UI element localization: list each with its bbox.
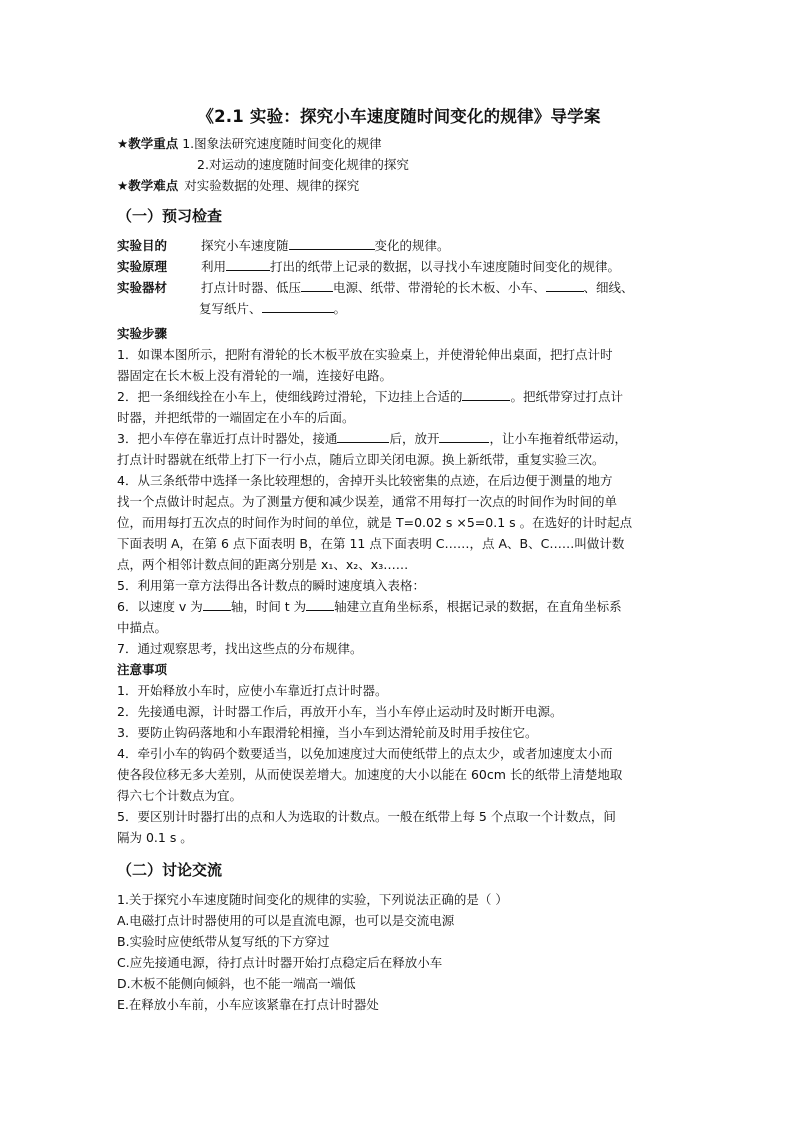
option-a: A.电磁打点计时器使用的可以是直流电源，也可以是交流电源: [117, 913, 455, 928]
step-6-blank-1[interactable]: [203, 596, 231, 611]
note-4b: 使各段位移无多大差别，从而使误差增大。加速度的大小以能在 60cm 长的纸带上清楚地取: [117, 767, 623, 782]
principle-row: [117, 256, 687, 277]
purpose-text-b: 变化的规律。: [374, 238, 450, 253]
equipment-text-b: 电源、纸带、带滑轮的长木板、小车、: [333, 280, 546, 295]
step-3-blank-1[interactable]: [337, 428, 389, 443]
difficulty-label: ★教学难点: [117, 178, 179, 193]
note-5a: 5．要区别计时器打出的点和人为选取的计数点。一般在纸带上每 5 个点取一个计数点，间: [117, 809, 616, 824]
step-6-blank-2[interactable]: [306, 596, 334, 611]
note-4c: 得六七个计数点为宜。: [117, 788, 243, 803]
difficulty-text: 对实验数据的处理、规律的探究: [184, 178, 360, 193]
step-1b: 器固定在长木板上没有滑轮的一端，连接好电路。: [117, 368, 393, 383]
note-2: 2．先接通电源，计时器工作后，再放开小车，当小车停止运动时及时断开电源。: [117, 704, 563, 719]
option-e: E.在释放小车前，小车应该紧靠在打点计时器处: [117, 997, 379, 1012]
step-7: 7．通过观察思考，找出这些点的分布规律。: [117, 641, 363, 656]
equipment-text-e: 。: [333, 301, 347, 316]
note-3: 3．要防止钩码落地和小车跟滑轮相撞，当小车到达滑轮前及时用手按住它。: [117, 725, 538, 740]
step-4d: 下面表明 A，在第 6 点下面表明 B，在第 11 点下面表明 C……，点 A、B、C……叫做计数: [117, 536, 625, 551]
step-3a-text-2: 后，放开: [389, 431, 440, 446]
step-6a-text-2: 轴，时间 t 为: [230, 599, 307, 614]
focus-row-1: [117, 133, 687, 154]
focus-item-2: 2.对运动的速度随时间变化规律的探究: [197, 157, 409, 172]
purpose-row: [117, 235, 687, 256]
step-5: 5．利用第一章方法得出各计数点的瞬时速度填入表格：: [117, 578, 425, 593]
step-4b: 找一个点做计时起点。为了测量方便和减少误差，通常不用每打一次点的时间作为时间的单: [117, 494, 618, 509]
principle-blank[interactable]: [226, 256, 270, 271]
step-3-blank-2[interactable]: [439, 428, 489, 443]
purpose-text-a: 探究小车速度随: [201, 238, 289, 253]
step-3a-text-1: 3．把小车停在靠近打点计时器处，接通: [117, 431, 338, 446]
step-6a: [117, 596, 687, 617]
purpose-blank[interactable]: [289, 235, 375, 250]
focus-row-2: [117, 154, 687, 175]
principle-text-b: 打出的纸带上记录的数据，以寻找小车速度随时间变化的规律。: [270, 259, 621, 274]
page-title: 《2.1 实验：探究小车速度随时间变化的规律》导学案: [197, 107, 601, 126]
step-3a-text-3: ，让小车拖着纸带运动，: [489, 431, 627, 446]
equipment-blank-1[interactable]: [301, 277, 333, 292]
step-4c: 位，而用每打五次点的时间作为时间的单位，就是 T=0.02 s ×5=0.1 s 。在选好的计时起点: [117, 515, 633, 530]
equipment-text-c: 、细线、: [583, 280, 634, 295]
note-5b: 隔为 0.1 s 。: [117, 830, 193, 845]
step-4a: 4．从三条纸带中选择一条比较理想的，舍掉开头比较密集的点迹，在后边便于测量的地方: [117, 473, 613, 488]
step-2a: [117, 386, 687, 407]
note-4a: 4．牵引小车的钩码个数要适当，以免加速度过大而使纸带上的点太少，或者加速度太小而: [117, 746, 613, 761]
step-2-blank[interactable]: [462, 386, 510, 401]
difficulty-row: [117, 175, 687, 196]
step-2a-text-1: 2．把一条细线拴在小车上，使细线跨过滑轮，下边挂上合适的: [117, 389, 463, 404]
document-page: [117, 100, 687, 1015]
option-d: D.木板不能侧向倾斜，也不能一端高一端低: [117, 976, 356, 991]
step-2a-text-2: 。把纸带穿过打点计: [510, 389, 623, 404]
step-6b: 中描点。: [117, 620, 168, 635]
step-6a-text-1: 6．以速度 v 为: [117, 599, 203, 614]
step-1a: 1．如课本图所示，把附有滑轮的长木板平放在实验桌上，并使滑轮伸出桌面，把打点计时: [117, 347, 613, 362]
section2-heading: （二）讨论交流: [117, 861, 223, 879]
section1-heading: （一）预习检查: [117, 207, 223, 225]
equipment-text-d: 复写纸片、: [199, 301, 262, 316]
step-4e: 点，两个相邻计数点间的距离分别是 x₁、x₂、x₃……: [117, 557, 409, 572]
step-3a: [117, 428, 687, 449]
equipment-blank-2[interactable]: [546, 277, 584, 292]
principle-text-a: 利用: [201, 259, 227, 274]
note-1: 1．开始释放小车时，应使小车靠近打点计时器。: [117, 683, 388, 698]
equipment-label: 实验器材: [117, 280, 168, 295]
step-2b: 时器，并把纸带的一端固定在小车的后面。: [117, 410, 355, 425]
focus-item-1: 1.图象法研究速度随时间变化的规律: [182, 136, 382, 151]
equipment-text-a: 打点计时器、低压: [201, 280, 302, 295]
question-1: 1.关于探究小车速度随时间变化的规律的实验，下列说法正确的是（ ）: [117, 892, 508, 907]
equipment-blank-3[interactable]: [262, 298, 334, 313]
purpose-label: 实验目的: [117, 238, 168, 253]
notes-label: 注意事项: [117, 662, 168, 677]
equipment-row: [117, 277, 687, 298]
option-b: B.实验时应使纸带从复写纸的下方穿过: [117, 934, 330, 949]
principle-label: 实验原理: [117, 259, 168, 274]
equipment-row-2: [117, 298, 687, 319]
step-6a-text-3: 轴建立直角坐标系，根据记录的数据，在直角坐标系: [334, 599, 622, 614]
step-3b: 打点计时器就在纸带上打下一行小点，随后立即关闭电源。换上新纸带，重复实验三次。: [117, 452, 605, 467]
focus-label: ★教学重点: [117, 136, 179, 151]
option-c: C.应先接通电源，待打点计时器开始打点稳定后在释放小车: [117, 955, 443, 970]
steps-label: 实验步骤: [117, 326, 168, 341]
